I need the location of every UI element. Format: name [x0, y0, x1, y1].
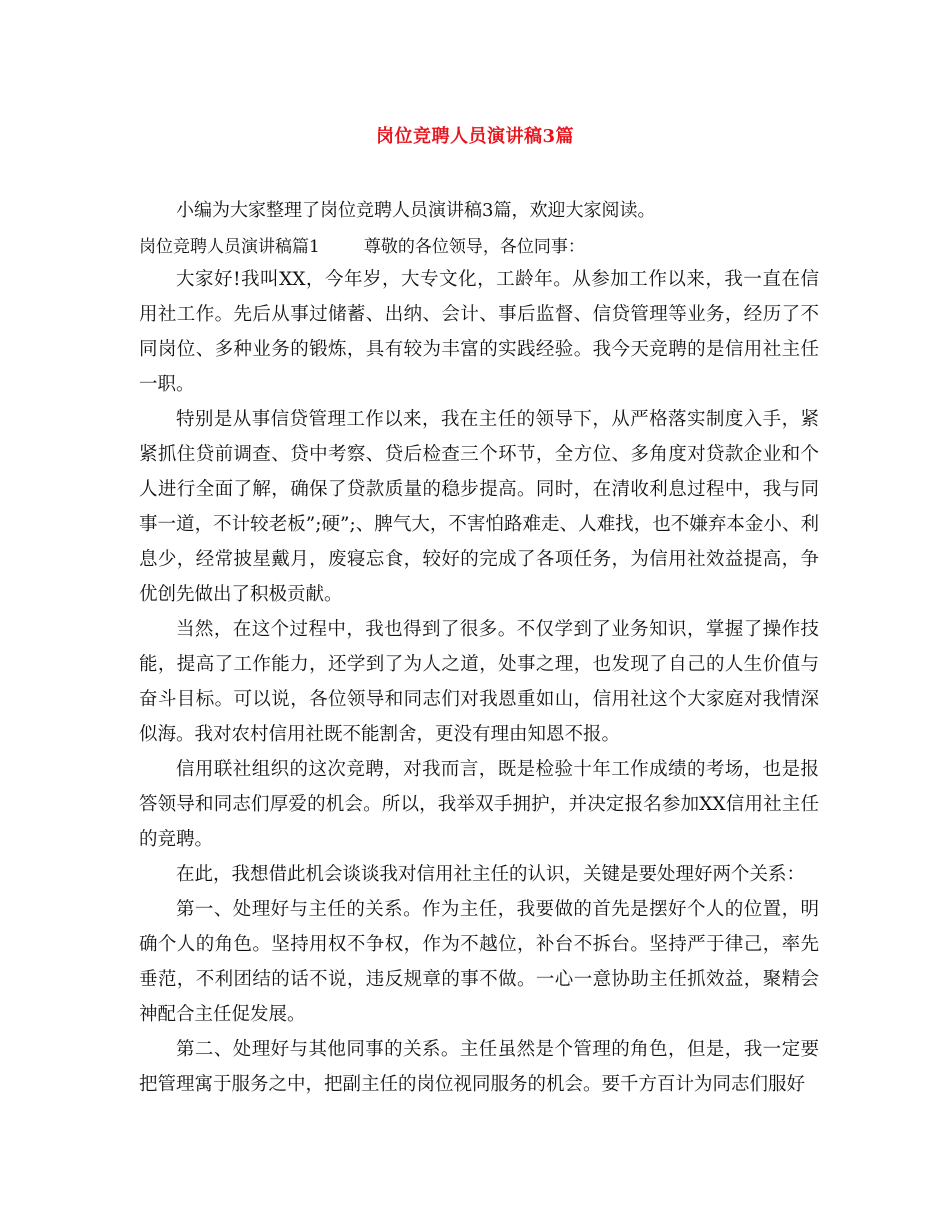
body-text [139, 262, 819, 1102]
paragraph-6: 第一、处理好与主任的关系。作为主任，我要做的首先是摆好个人的位置，明确个人的角色。坚持用权不争权，作为不越位，补台不拆台。坚持严于律己，率先垂范，不利团结的话不说，违反规章的事不做。一心一意协助主任抓效益，聚精会神配合主任促发展。 [139, 899, 819, 1025]
paragraph-7: 第二、处理好与其他同事的关系。主任虽然是个管理的角色，但是，我一定要把管理寓于服务之中，把副主任的岗位视同服务的机会。要千方百计为同志们服好 [139, 1039, 819, 1095]
intro-text: 小编为大家整理了岗位竞聘人员演讲稿3篇，欢迎大家阅读。 [176, 200, 656, 221]
salutation: 尊敬的各位领导，各位同事： [363, 237, 585, 257]
paragraph-3: 当然，在这个过程中，我也得到了很多。不仅学到了业务知识，掌握了操作技能，提高了工作能力，还学到了为人之道，处事之理，也发现了自己的人生价值与奋斗目标。可以说，各位领导和同志们对我恩重如山，信用社这个大家庭对我情深似海。我对农村信用社既不能割舍，更没有理由知恩不报。 [139, 619, 819, 745]
section-heading: 岗位竞聘人员演讲稿篇1 [139, 237, 320, 257]
paragraph-1: 大家好!我叫XX，今年岁，大专文化，工龄年。从参加工作以来，我一直在信用社工作。先后从事过储蓄、出纳、会计、事后监督、信贷管理等业务，经历了不同岗位、多种业务的锻炼，具有较为丰富的实践经验。我今天竞聘的是信用社主任一职。 [139, 269, 819, 395]
paragraph-5: 在此，我想借此机会谈谈我对信用社主任的认识，关键是要处理好两个关系： [176, 864, 806, 885]
section-heading-line [139, 232, 585, 257]
paragraph-4: 信用联社组织的这次竞聘，对我而言，既是检验十年工作成绩的考场，也是报答领导和同志们厚爱的机会。所以，我举双手拥护，并决定报名参加XX信用社主任的竞聘。 [139, 759, 819, 850]
paragraph-2: 特别是从事信贷管理工作以来，我在主任的领导下，从严格落实制度入手，紧紧抓住贷前调查、贷中考察、贷后检查三个环节，全方位、多角度对贷款企业和个人进行全面了解，确保了贷款质量的稳步提高。同时，在清收利息过程中，我与同事一道，不计较老板”;硬”;、脾气大，不害怕路难走、人难找，也不嫌弃本金小、利息少，经常披星戴月，废寝忘食，较好的完成了各项任务，为信用社效益提高，争优创先做出了积极贡献。 [139, 409, 819, 605]
document-title: 岗位竞聘人员演讲稿3篇 [375, 126, 575, 147]
